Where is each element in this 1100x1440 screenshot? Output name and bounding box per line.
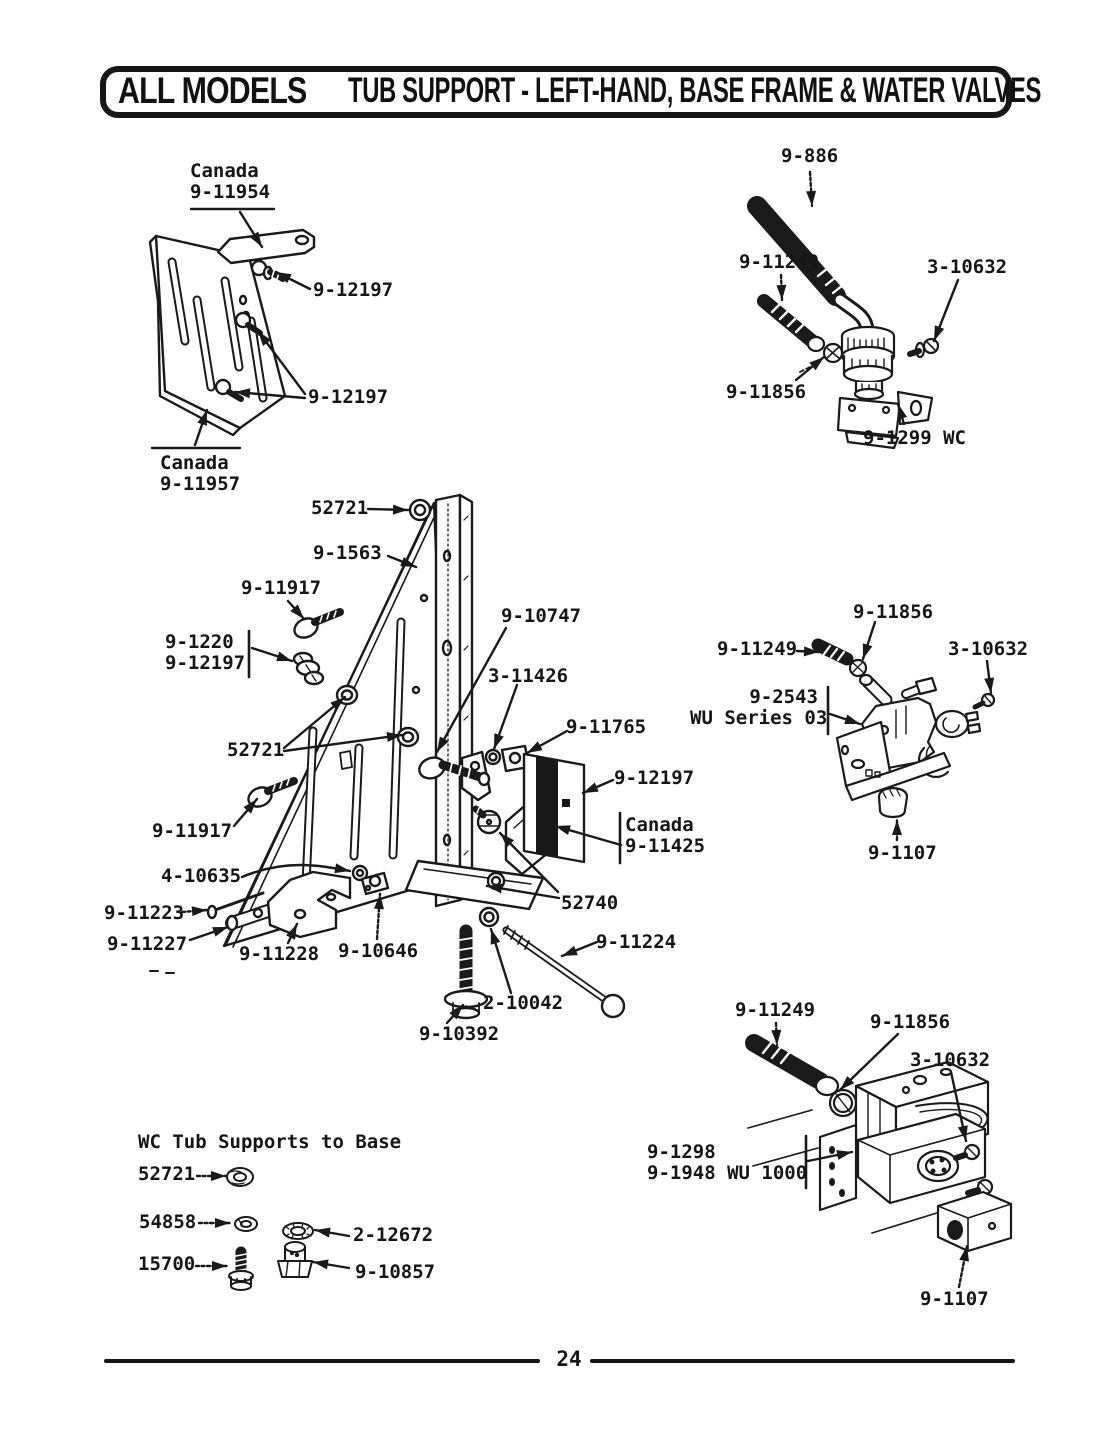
callout-9-11228: 9-11228 (239, 943, 320, 965)
callout-9-11223: 9-11223 (104, 902, 185, 924)
callout-9-11917-lower: 9-11917 (152, 820, 233, 842)
callout-9-1563: 9-1563 (313, 542, 382, 564)
callout-52721-mid: 52721 (227, 739, 285, 761)
hardware-glyphs (227, 1168, 313, 1290)
callout-canada-9-11954: Canada 9-11954 (190, 160, 271, 203)
callout-9-10392: 9-10392 (419, 1023, 500, 1045)
callout-9-886: 9-886 (781, 145, 839, 167)
callout-9-1107-wu03: 9-1107 (868, 842, 937, 864)
callout-9-1220-9-12197: 9-1220 9-12197 (165, 631, 246, 674)
canada-bracket-drawing (150, 230, 314, 435)
callout-canada-9-11957: Canada 9-11957 (160, 452, 241, 495)
hardware-item-9-10857: 9-10857 (355, 1261, 436, 1283)
callout-52740: 52740 (561, 892, 619, 914)
callout-9-11249-wc: 9-11249 (739, 251, 820, 273)
callout-52721-top: 52721 (311, 497, 369, 519)
callout-9-1107-wu1000: 9-1107 (920, 1288, 989, 1310)
page-number: 24 (556, 1347, 582, 1371)
hardware-item-54858: 54858 (139, 1211, 197, 1233)
callout-canada-9-11425: Canada 9-11425 (625, 814, 706, 857)
wu03-valve-drawing (818, 645, 994, 817)
callout-9-11227: 9-11227 (107, 933, 188, 955)
callout-9-11856-wu1000: 9-11856 (870, 1011, 951, 1033)
callout-9-11249-wu03: 9-11249 (717, 638, 798, 660)
callout-9-1298-9-1948: 9-1298 9-1948 WU 1000 (647, 1141, 808, 1184)
models-label: ALL MODELS (118, 70, 307, 112)
callout-9-11224: 9-11224 (596, 931, 677, 953)
callout-9-12197-pair: 9-12197 (308, 386, 389, 408)
hardware-item-15700: 15700 (138, 1253, 196, 1275)
callout-9-11765: 9-11765 (566, 716, 647, 738)
callout-9-2543-wu-series-03: 9-2543 WU Series 03 (690, 686, 828, 729)
callout-3-11426: 3-11426 (488, 665, 569, 687)
callout-9-11249-wu1000: 9-11249 (735, 999, 816, 1021)
callout-3-10632-wu1000: 3-10632 (910, 1049, 991, 1071)
hardware-item-52721: 52721 (138, 1163, 196, 1185)
callout-9-12197-top: 9-12197 (313, 279, 394, 301)
callout-9-11917-upper: 9-11917 (241, 577, 322, 599)
callout-4-10635: 4-10635 (161, 865, 242, 887)
callout-9-12197-right: 9-12197 (614, 767, 695, 789)
page-header (100, 66, 1042, 118)
callout-3-10632-wu03: 3-10632 (948, 638, 1029, 660)
callout-9-10747: 9-10747 (501, 605, 582, 627)
callout-9-10646: 9-10646 (338, 940, 419, 962)
callout-9-1299-wc: 9-1299 WC (863, 427, 966, 449)
page-title: TUB SUPPORT - LEFT-HAND, BASE FRAME & WATER VALVES (348, 71, 1042, 111)
callout-9-11856-wc: 9-11856 (726, 381, 807, 403)
callout-3-10632-wc: 3-10632 (927, 256, 1008, 278)
callout-9-11856-wu03: 9-11856 (853, 601, 934, 623)
callout-2-10042: 2-10042 (483, 992, 564, 1014)
hardware-list-title: WC Tub Supports to Base (138, 1131, 402, 1153)
hardware-item-2-12672: 2-12672 (353, 1224, 434, 1246)
wc-valve-drawing (757, 206, 938, 448)
